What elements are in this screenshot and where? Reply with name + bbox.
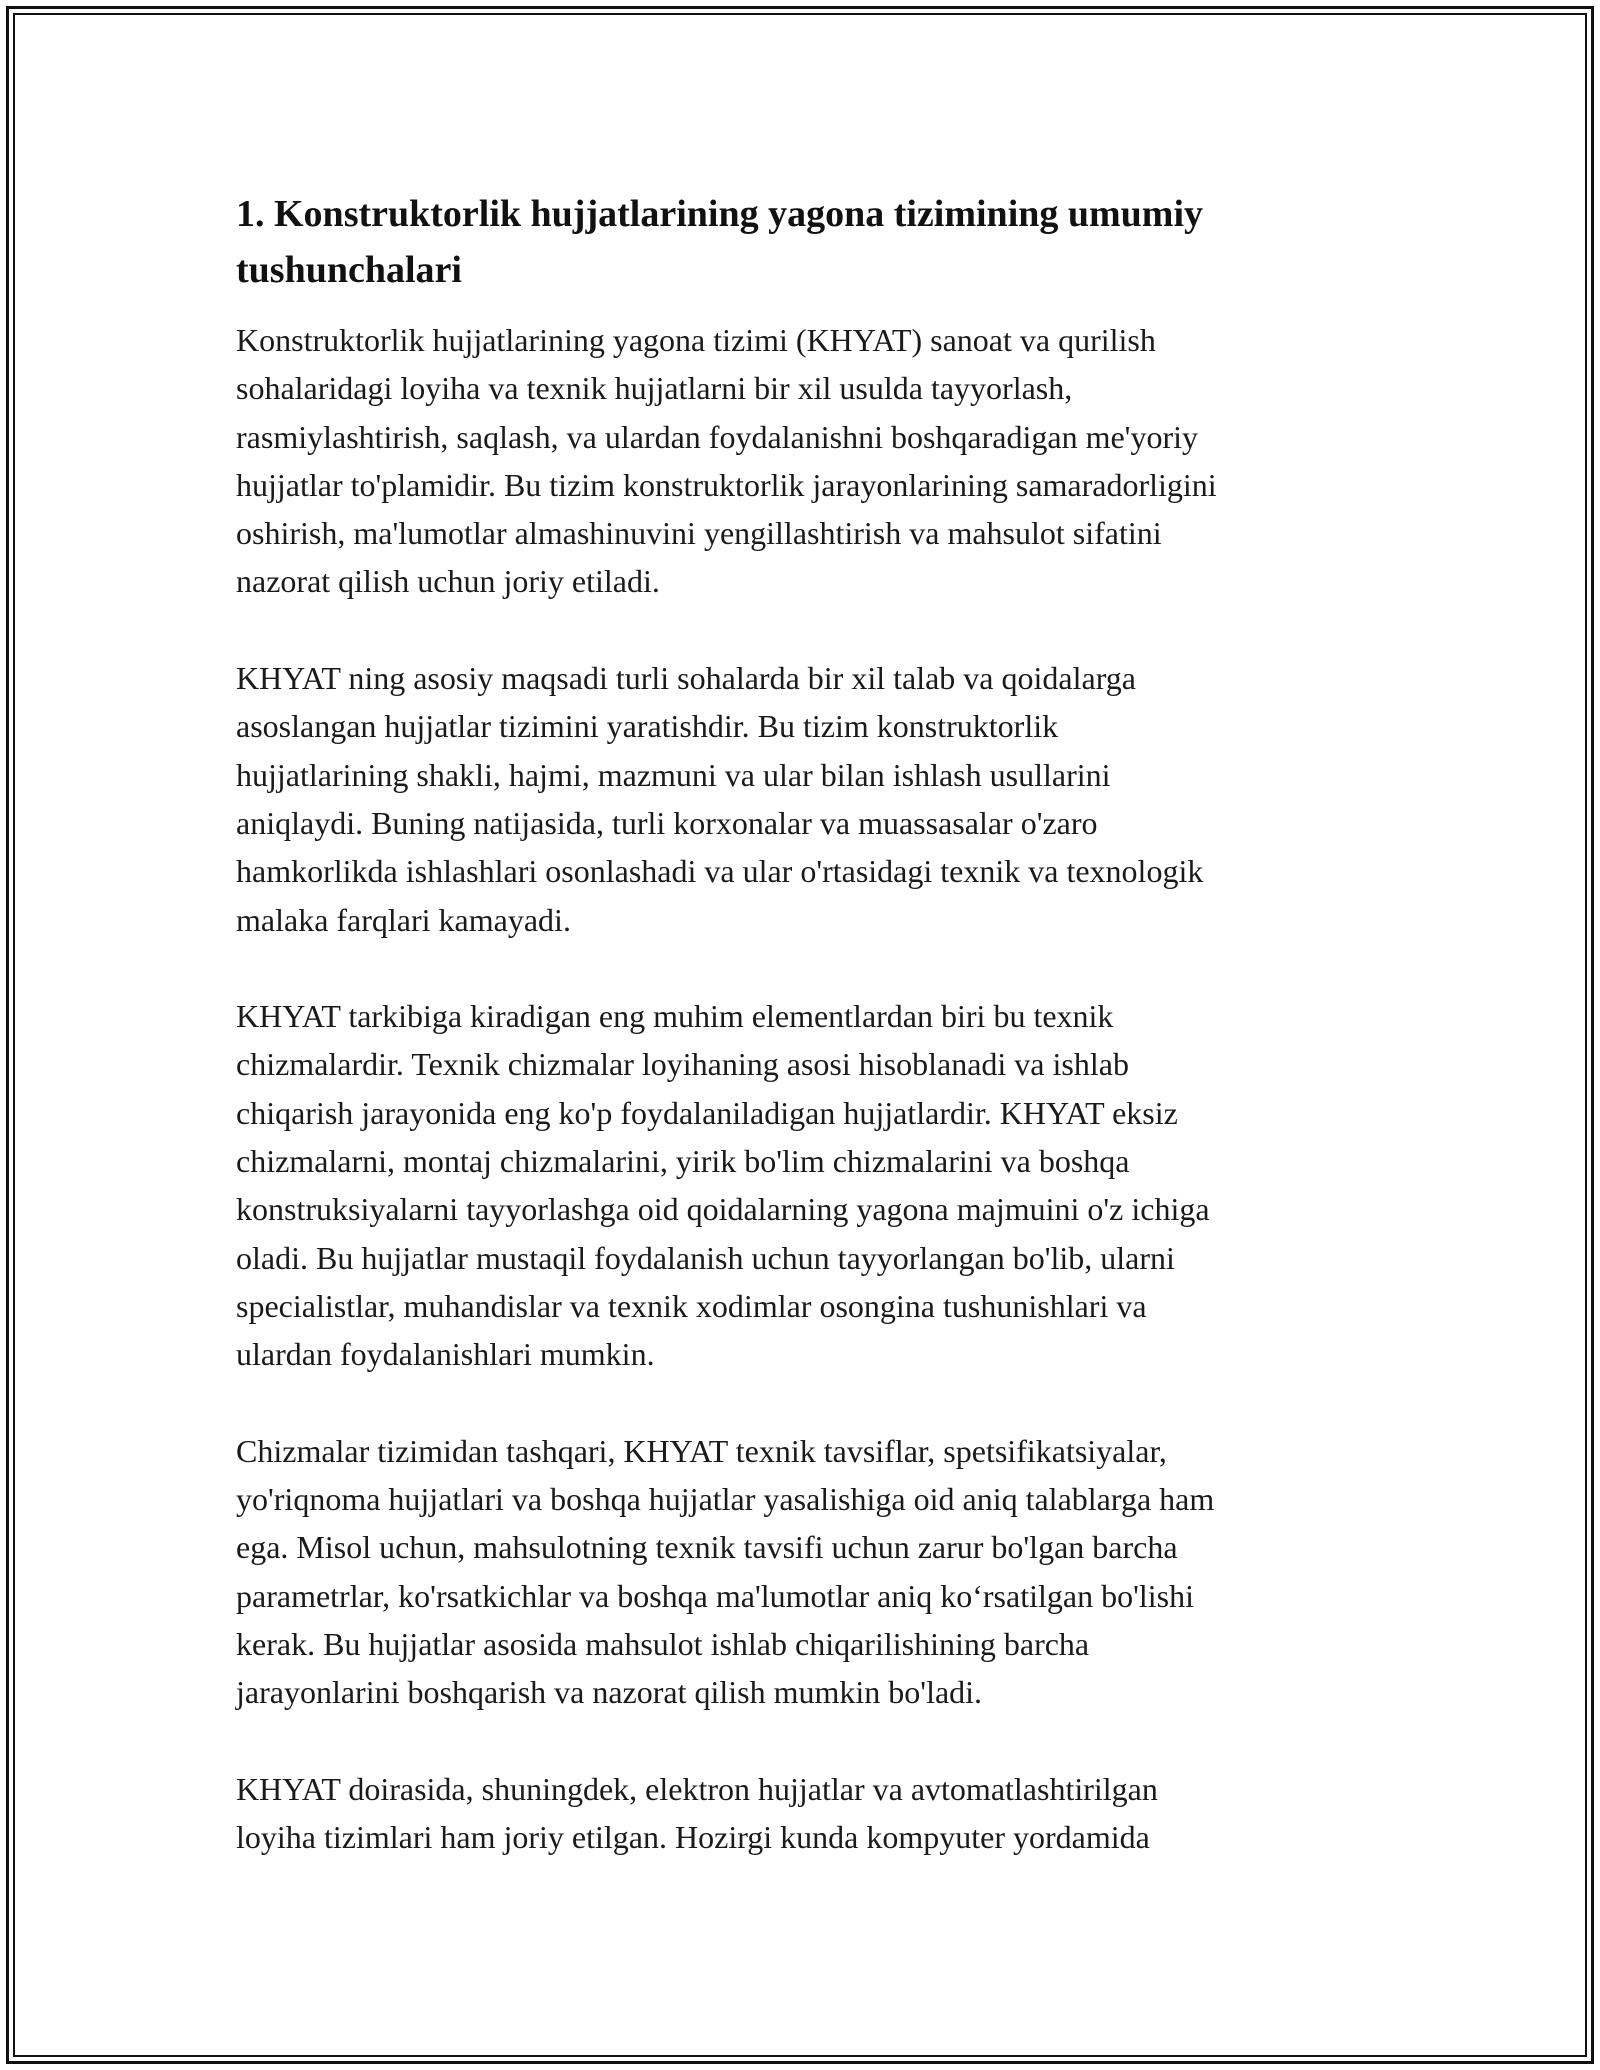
document-body [236, 186, 1366, 1910]
paragraph-4: Chizmalar tizimidan tashqari, KHYAT texnik tavsiflar, spetsifikatsiyalar, yo'riqnoma hujjatlari va boshqa hujjatlar yasalishiga oid aniq talablarga ham ega. Misol uchun, mahsulotning texnik tavsifi uchun zarur bo'lgan barcha parametrlar, ko'rsatkichlar va boshqa ma'lumotlar aniq ko‘rsatilgan bo'lishi kerak. Bu hujjatlar asosida mahsulot ishlab chiqarilishining barcha jarayonlarini boshqarish va nazorat qilish mumkin bo'ladi. [236, 1432, 1215, 1711]
paragraph-3: KHYAT tarkibiga kiradigan eng muhim elementlardan biri bu texnik chizmalardir. Texnik chizmalar loyihaning asosi hisoblanadi va ishlab chiqarish jarayonida eng ko'p foydalaniladigan hujjatlardir. KHYAT eksiz chizmalarni, montaj chizmalarini, yirik bo'lim chizmalarini va boshqa konstruksiyalarni tayyorlashga oid qoidalarning yagona majmuini o'z ichiga oladi. Bu hujjatlar mustaqil foydalanish uchun tayyorlangan bo'lib, ularni specialistlar, muhandislar va texnik xodimlar osongina tushunishlari va ulardan foydalanishlari mumkin. [236, 998, 1210, 1373]
section-heading: 1. Konstruktorlik hujjatlarining yagona tizimining umumiy tushunchalari [236, 193, 1204, 291]
paragraph-5: KHYAT doirasida, shuningdek, elektron hujjatlar va avtomatlashtirilgan loyiha tizimlari ham joriy etilgan. Hozirgi kunda kompyuter yordamida [236, 1770, 1158, 1856]
paragraph-1: Konstruktorlik hujjatlarining yagona tizimi (KHYAT) sanoat va qurilish sohalaridagi loyiha va texnik hujjatlarni bir xil usulda tayyorlash, rasmiylashtirish, saqlash, va ulardan foydalanishni boshqaradigan me'yoriy hujjatlar to'plamidir. Bu tizim konstruktorlik jarayonlarining samaradorligini oshirish, ma'lumotlar almashinuvini yengillashtirish va mahsulot sifatini nazorat qilish uchun joriy etiladi. [236, 322, 1217, 600]
paragraph-2: KHYAT ning asosiy maqsadi turli sohalarda bir xil talab va qoidalarga asoslangan hujjatlar tizimini yaratishdir. Bu tizim konstruktorlik hujjatlarining shakli, hajmi, mazmuni va ular bilan ishlash usullarini aniqlaydi. Buning natijasida, turli korxonalar va muassasalar o'zaro hamkorlikda ishlashlari osonlashadi va ular o'rtasidagi texnik va texnologik malaka farqlari kamayadi. [236, 660, 1204, 938]
